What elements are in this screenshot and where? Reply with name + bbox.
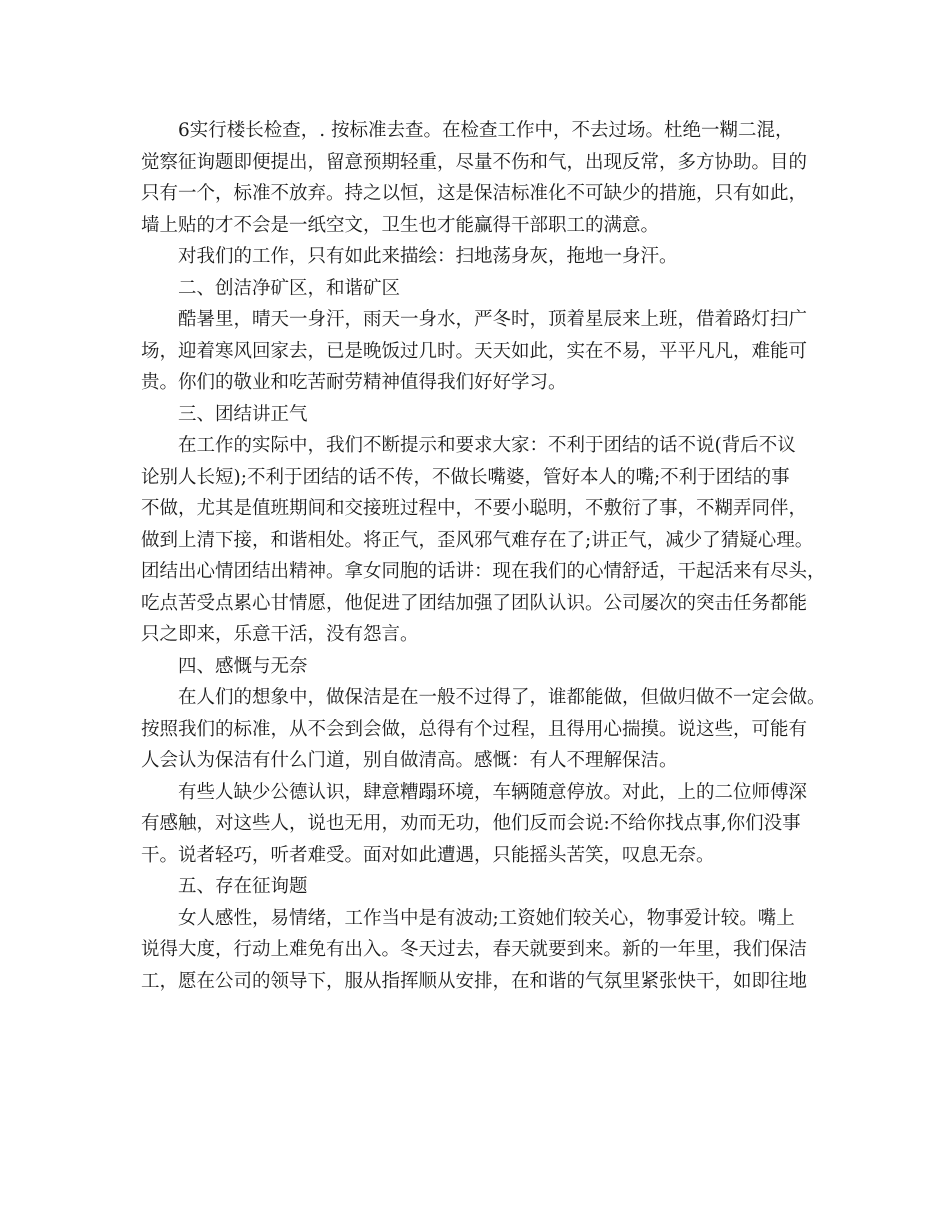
text-line: 只有一个，标准不放弃。持之以恒，这是保洁标准化不可缺少的措施，只有如此， (141, 183, 808, 204)
text-line: 有感触，对这些人，说也无用，劝而无功，他们反而会说:不给你找点事,你们没事 (141, 813, 801, 834)
text-line: 有些人缺少公德认识，肆意糟蹋环境，车辆随意停放。对此，上的二位师傅深 (178, 781, 808, 803)
text-line: 说得大度，行动上难免有出入。冬天过去，春天就要到来。新的一年里，我们保洁 (141, 939, 808, 960)
text-line: 酷暑里，晴天一身汗，雨天一身水，严冬时，顶着星辰来上班，借着路灯扫广 (178, 309, 808, 330)
text-line: 吃点苦受点累心甘情愿，他促进了团结加强了团队认识。公司屡次的突击任务都能 (141, 592, 808, 614)
text-line: 四、感慨与无奈 (178, 655, 308, 677)
text-line: 论别人长短);不利于团结的话不传，不做长嘴婆，管好本人的嘴;不利于团结的事 (141, 466, 790, 488)
text-line: 不做，尤其是值班期间和交接班过程中，不要小聪明，不敷衍了事，不糊弄同伴， (141, 498, 808, 519)
text-line: 只之即来，乐意干活，没有怨言。 (141, 624, 419, 645)
text-line: 五、存在征询题 (178, 876, 308, 897)
text-line: 团结出心情团结出精神。拿女同胞的话讲：现在我们的心情舒适，干起活来有尽头， (141, 561, 826, 582)
text-line: 工，愿在公司的领导下，服从指挥顺从安排，在和谐的气氛里紧张快干，如即往地 (141, 970, 808, 992)
text-line: 6实行楼长检查，. 按标准去查。在检查工作中，不去过场。杜绝一糊二混， (178, 120, 794, 141)
text-line: 觉察征询题即便提出，留意预期轻重，尽量不伤和气，出现反常，多方协助。目的 (141, 151, 808, 173)
text-line: 在人们的想象中，做保洁是在一般不过得了，谁都能做，但做归做不一定会做。 (178, 687, 826, 708)
text-line: 女人感性，易情绪，工作当中是有波动;工资她们较关心，物事爱计较。嘴上 (178, 907, 795, 929)
text-line: 三、团结讲正气 (178, 403, 308, 425)
text-line: 在工作的实际中，我们不断提示和要求大家：不利于团结的话不说(背后不议 (178, 435, 796, 456)
text-line: 按照我们的标准，从不会到会做，总得有个过程，且得用心揣摸。说这些，可能有 (141, 718, 808, 740)
document-body (141, 115, 826, 997)
text-line: 墙上贴的才不会是一纸空文，卫生也才能赢得干部职工的满意。 (141, 214, 660, 236)
text-line: 场，迎着寒风回家去，已是晚饭过几时。天天如此，实在不易，平平凡凡，难能可 (141, 340, 808, 362)
text-line: 干。说者轻巧，听者难受。面对如此遭遇，只能摇头苦笑，叹息无奈。 (141, 844, 715, 866)
text-line: 对我们的工作，只有如此来描绘：扫地荡身灰，拖地一身汗。 (178, 246, 678, 267)
text-line: 二、创洁净矿区，和谐矿区 (178, 277, 401, 299)
text-line: 做到上清下接，和谐相处。将正气，歪风邪气难存在了;讲正气，减少了猜疑心理。 (141, 529, 814, 551)
text-line: 人会认为保洁有什么门道，别自做清高。感慨：有人不理解保洁。 (141, 750, 678, 771)
text-line: 贵。你们的敬业和吃苦耐劳精神值得我们好好学习。 (141, 372, 567, 393)
